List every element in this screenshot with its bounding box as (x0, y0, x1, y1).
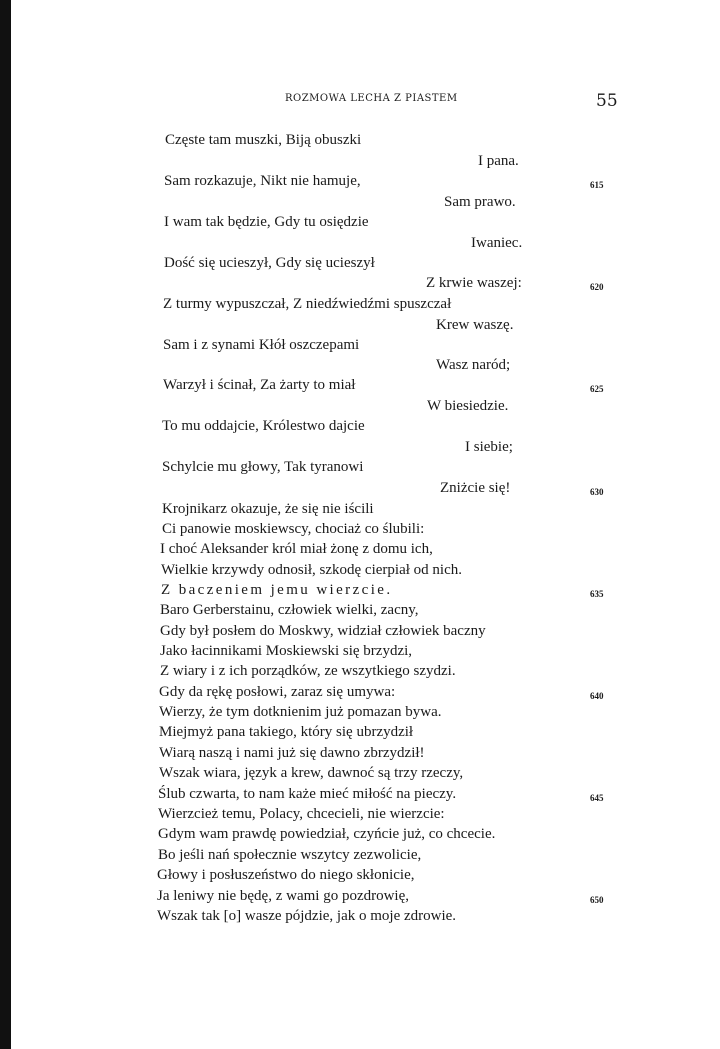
verse-line: Miejmyż pana takiego, który się ubrzydził (159, 724, 414, 740)
verse-line: Głowy i posłuszeństwo do niego skłonicie, (157, 867, 415, 883)
verse-line: Gdy da rękę posłowi, zaraz się umywa: (159, 684, 396, 700)
verse-line: Schylcie mu głowy, Tak tyranowi (162, 459, 364, 475)
verse-line: Sam prawo. (444, 194, 516, 210)
verse-line: Krew waszę. (436, 317, 514, 333)
verse-line: Baro Gerberstainu, człowiek wielki, zacny, (160, 602, 419, 618)
verse-line: Gdym wam prawdę powiedział, czyńcie już, co chcecie. (158, 826, 496, 842)
verse-line: Iwaniec. (471, 235, 523, 251)
line-number: 625 (590, 384, 604, 394)
verse-line: Jako łacinnikami Moskiewski się brzydzi, (160, 643, 413, 659)
running-title: ROZMOWA LECHA Z PIASTEM (285, 93, 458, 104)
verse-line: Częste tam muszki, Biją obuszki (165, 132, 362, 148)
verse-line: Sam i z synami Kłół oszczepami (163, 337, 360, 353)
verse-line: Ci panowie moskiewscy, chociaż co ślubili: (162, 521, 425, 537)
verse-line: Dość się ucieszył, Gdy się ucieszył (164, 255, 375, 271)
verse-line: Wielkie krzywdy odnosił, szkodę cierpiał od nich. (161, 562, 462, 578)
verse-line: Z wiary i z ich porządków, ze wszytkiego szydzi. (160, 663, 456, 679)
verse-line: I pana. (478, 153, 519, 169)
verse-line: Z krwie waszej: (426, 275, 522, 291)
verse-line: I siebie; (465, 439, 513, 455)
verse-line: Wierzy, że tym dotknienim już pomazan bywa. (159, 704, 442, 720)
verse-line: Ślub czwarta, to nam każe mieć miłość na pieczy. (158, 786, 457, 802)
book-spine-shadow (0, 0, 11, 1049)
verse-line: Krojnikarz okazuje, że się nie iścili (162, 501, 374, 517)
verse-line: Ja leniwy nie będę, z wami go pozdrowię, (157, 888, 410, 904)
line-number: 635 (590, 589, 604, 599)
verse-line: Warzył i ścinał, Za żarty to miał (163, 377, 356, 393)
line-number: 640 (590, 691, 604, 701)
verse-line: Z turmy wypuszczał, Z niedźwiedźmi spuszczał (163, 296, 452, 312)
verse-line: Bo jeśli nań społecznie wszytcy zezwolicie, (158, 847, 422, 863)
verse-line: Zniżcie się! (440, 480, 511, 496)
verse-line: I wam tak będzie, Gdy tu osiędzie (164, 214, 369, 230)
line-number: 650 (590, 895, 604, 905)
verse-line: Wierzcież temu, Polacy, chcecieli, nie wierzcie: (158, 806, 445, 822)
verse-line: W biesiedzie. (427, 398, 509, 414)
verse-line: Sam rozkazuje, Nikt nie hamuje, (164, 173, 361, 189)
verse-line: Wszak tak [o] wasze pójdzie, jak o moje zdrowie. (157, 908, 457, 924)
verse-line: Wasz naród; (436, 357, 511, 373)
verse-line: Gdy był posłem do Moskwy, widział człowiek baczny (160, 623, 486, 639)
verse-line: Z baczeniem jemu wierzcie. (161, 582, 393, 598)
verse-line: Wszak wiara, język a krew, dawnoć są trzy rzeczy, (159, 765, 464, 781)
line-number: 620 (590, 282, 604, 292)
page-number: 55 (596, 91, 618, 111)
verse-line: To mu oddajcie, Królestwo dajcie (162, 418, 365, 434)
line-number: 645 (590, 793, 604, 803)
line-number: 615 (590, 180, 604, 190)
line-number: 630 (590, 487, 604, 497)
verse-line: I choć Aleksander król miał żonę z domu ich, (160, 541, 433, 557)
verse-line: Wiarą naszą i nami już się dawno zbrzydził! (159, 745, 425, 761)
